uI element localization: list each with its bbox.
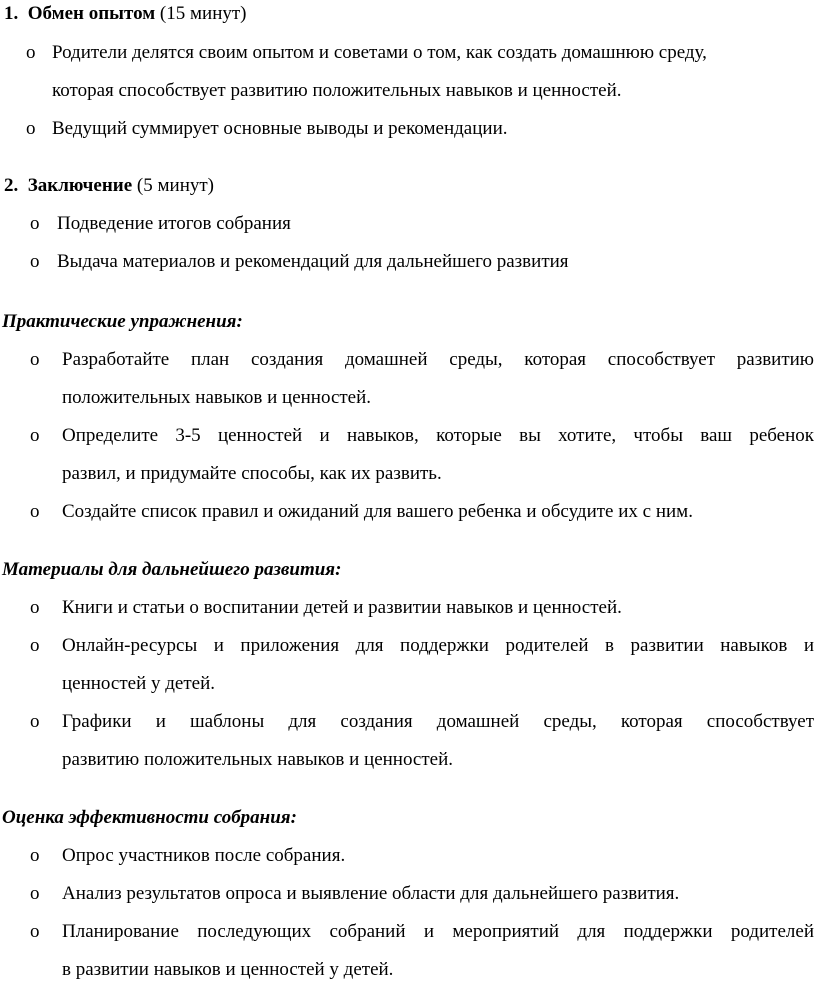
- section-1-duration: (15 минут): [159, 3, 247, 24]
- section-1-item-1-line-1: Родители делятся своим опытом и советами о том, как создать домашнюю среду,: [52, 42, 707, 63]
- practical-item-3-line-1: Создайте список правил и ожиданий для вашего ребенка и обсудите их с ним.: [62, 501, 693, 522]
- section-2-heading: [4, 174, 214, 198]
- section-2-number: 2.: [4, 175, 19, 196]
- evaluation-item-3-line-1: Планирование последующих собраний и мероприятий для поддержки родителей: [62, 921, 814, 942]
- bullet-marker: o: [30, 349, 40, 370]
- bullet-marker: o: [30, 425, 40, 446]
- section-1-heading: [4, 2, 247, 26]
- bullet-marker: o: [30, 213, 40, 234]
- section-2-title: Заключение: [27, 175, 133, 196]
- bullet-marker: o: [26, 42, 36, 63]
- practical-item-2-line-2: развил, и придумайте способы, как их развить.: [62, 463, 442, 484]
- section-2-item-1-line-1: Подведение итогов собрания: [57, 213, 291, 234]
- materials-item-3-line-1: Графики и шаблоны для создания домашней среды, которая способствует: [62, 711, 814, 732]
- bullet-marker: o: [30, 921, 40, 942]
- practical-item-1-line-2: положительных навыков и ценностей.: [62, 387, 372, 408]
- bullet-marker: o: [26, 118, 36, 139]
- practical-heading: Практические упражнения:: [2, 311, 243, 332]
- materials-item-3-line-2: развитию положительных навыков и ценностей.: [62, 749, 454, 770]
- evaluation-item-2-line-1: Анализ результатов опроса и выявление области для дальнейшего развития.: [62, 883, 680, 904]
- materials-item-1-line-1: Книги и статьи о воспитании детей и развитии навыков и ценностей.: [62, 597, 622, 618]
- evaluation-heading: Оценка эффективности собрания:: [2, 807, 297, 828]
- practical-item-2-line-1: Определите 3-5 ценностей и навыков, которые вы хотите, чтобы ваш ребенок: [62, 425, 814, 446]
- section-2-item-2-line-1: Выдача материалов и рекомендаций для дальнейшего развития: [57, 251, 569, 272]
- bullet-marker: o: [30, 711, 40, 732]
- bullet-marker: o: [30, 251, 40, 272]
- section-1-item-1-line-2: которая способствует развитию положительных навыков и ценностей.: [52, 80, 622, 101]
- bullet-marker: o: [30, 883, 40, 904]
- evaluation-item-3-line-2: в развитии навыков и ценностей у детей.: [62, 959, 394, 980]
- practical-item-1-line-1: Разработайте план создания домашней среды, которая способствует развитию: [62, 349, 814, 370]
- bullet-marker: o: [30, 635, 40, 656]
- bullet-marker: o: [30, 845, 40, 866]
- materials-item-2-line-2: ценностей у детей.: [62, 673, 216, 694]
- bullet-marker: o: [30, 597, 40, 618]
- section-1-item-2-line-1: Ведущий суммирует основные выводы и рекомендации.: [52, 118, 508, 139]
- materials-heading: Материалы для дальнейшего развития:: [2, 559, 342, 580]
- evaluation-item-1-line-1: Опрос участников после собрания.: [62, 845, 346, 866]
- materials-item-2-line-1: Онлайн-ресурсы и приложения для поддержки родителей в развитии навыков и: [62, 635, 814, 656]
- section-2-duration: (5 минут): [136, 175, 214, 196]
- section-1-title: Обмен опытом: [27, 3, 156, 24]
- section-1-number: 1.: [4, 3, 19, 24]
- bullet-marker: o: [30, 501, 40, 522]
